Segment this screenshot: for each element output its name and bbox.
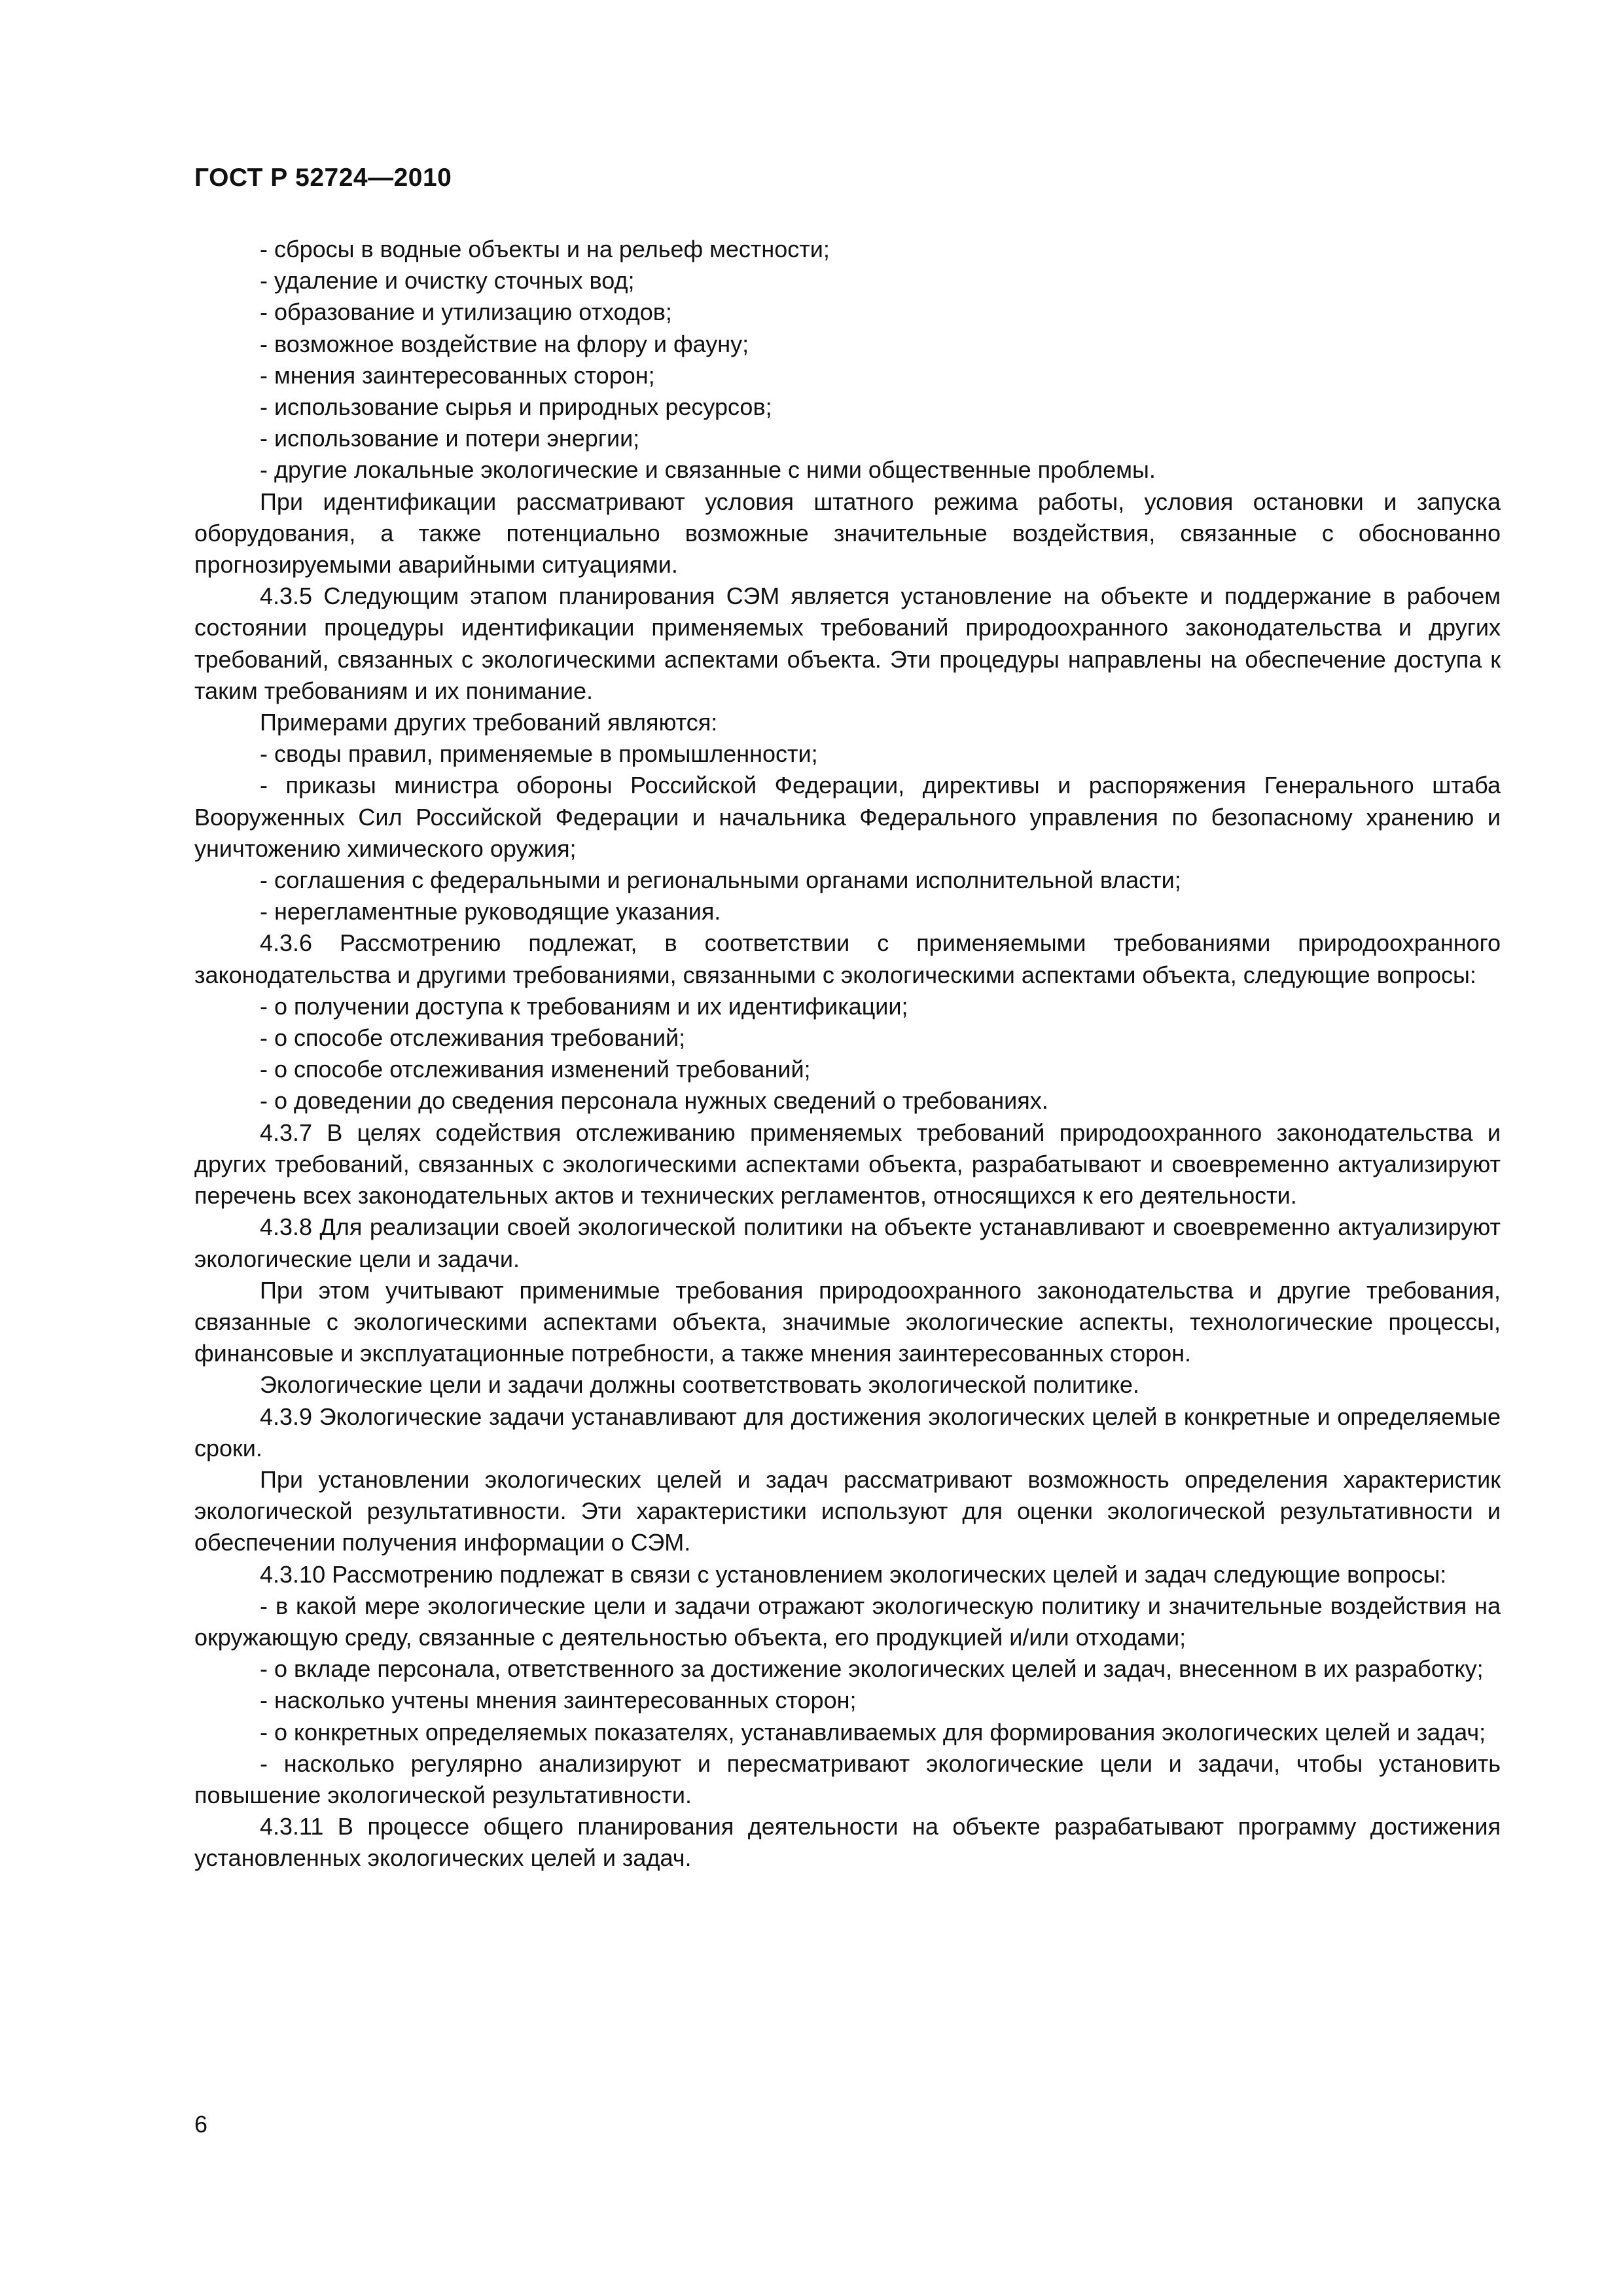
paragraph: - возможное воздействие на флору и фауну; xyxy=(260,330,749,357)
paragraph: - мнения заинтересованных сторон; xyxy=(260,361,655,389)
paragraph: - о вкладе персонала, ответственного за достижение экологических целей и задач, внесенном в их разработку; xyxy=(260,1655,1484,1683)
document-body xyxy=(194,234,1501,1874)
paragraph: - своды правил, применяемые в промышленности; xyxy=(260,740,818,768)
document-code-header: ГОСТ Р 52724—2010 xyxy=(194,164,452,192)
paragraph: - насколько регулярно анализируют и пересматривают экологические цели и задачи, чтобы установить повышение экологической результативности. xyxy=(194,1749,1501,1808)
paragraph: При этом учитывают применимые требования природоохранного законодательства и другие требования, связанные с экологическими аспектами объекта, значимые экологические аспекты, технологические процессы, финансовые и эксплуатационные потребности, а также мнения заинтересованных сторон. xyxy=(194,1276,1501,1367)
paragraph: - другие локальные экологические и связанные с ними общественные проблемы. xyxy=(260,456,1156,484)
paragraph: - о конкретных определяемых показателях, устанавливаемых для формирования экологических целей и задач; xyxy=(260,1718,1486,1746)
paragraph: 4.3.6 Рассмотрению подлежат, в соответствии с применяемыми требованиями природоохранного законодательства и другими требованиями, связанными с экологическими аспектами объекта, следующие вопросы: xyxy=(194,929,1501,988)
paragraph: - использование и потери энергии; xyxy=(260,425,640,452)
paragraph: - в какой мере экологические цели и задачи отражают экологическую политику и значительные воздействия на окружающую среду, связанные с деятельностью объекта, его продукцией и/или отходами; xyxy=(194,1592,1501,1651)
paragraph: - о способе отслеживания изменений требований; xyxy=(260,1056,811,1083)
paragraph: - о получении доступа к требованиям и их идентификации; xyxy=(260,992,908,1020)
paragraph: При идентификации рассматривают условия штатного режима работы, условия остановки и запуска оборудования, а также потенциально возможные значительные воздействия, связанные с обоснованно прогнозируемыми аварийными ситуациями. xyxy=(194,488,1501,579)
paragraph: - о доведении до сведения персонала нужных сведений о требованиях. xyxy=(260,1087,1048,1115)
paragraph: Экологические цели и задачи должны соответствовать экологической политике. xyxy=(260,1371,1139,1399)
paragraph: 4.3.11 В процессе общего планирования деятельности на объекте разрабатывают программу достижения установленных экологических целей и задач. xyxy=(194,1813,1501,1872)
page-number: 6 xyxy=(194,2111,208,2138)
paragraph: - нерегламентные руководящие указания. xyxy=(260,898,721,925)
paragraph: - о способе отслеживания требований; xyxy=(260,1024,686,1052)
paragraph: - соглашения с федеральными и региональными органами исполнительной власти; xyxy=(260,867,1181,894)
paragraph: - сбросы в водные объекты и на рельеф местности; xyxy=(260,236,830,262)
paragraph: - приказы министра обороны Российской Федерации, директивы и распоряжения Генерального штаба Вооруженных Сил Российской Федерации и начальника Федерального управления по безопасному хранению и уничтожению химического оружия; xyxy=(194,772,1501,862)
paragraph: - образование и утилизацию отходов; xyxy=(260,298,672,326)
paragraph: 4.3.7 В целях содействия отслеживанию применяемых требований природоохранного законодательства и других требований, связанных с экологическими аспектами объекта, разрабатывают и своевременно актуализируют перечень всех законодательных актов и технических регламентов, относящихся к его деятельности. xyxy=(194,1119,1501,1210)
paragraph: 4.3.5 Следующим этапом планирования СЭМ является установление на объекте и поддержание в рабочем состоянии процедуры идентификации применяемых требований природоохранного законодательства и других требований, связанных с экологическими аспектами объекта. Эти процедуры направлены на обеспечение доступа к таким требованиям и их понимание. xyxy=(194,583,1501,704)
paragraph: При установлении экологических целей и задач рассматривают возможность определения характеристик экологической результативности. Эти характеристики используют для оценки экологической результативности и обеспечении получения информации о СЭМ. xyxy=(194,1465,1501,1556)
paragraph: - удаление и очистку сточных вод; xyxy=(260,267,635,295)
paragraph: - использование сырья и природных ресурсов; xyxy=(260,393,772,421)
paragraph: 4.3.8 Для реализации своей экологической политики на объекте устанавливают и своевременно актуализируют экологические цели и задачи. xyxy=(194,1213,1501,1272)
paragraph: 4.3.10 Рассмотрению подлежат в связи с установлением экологических целей и задач следующие вопросы: xyxy=(260,1560,1447,1588)
paragraph: - насколько учтены мнения заинтересованных сторон; xyxy=(260,1687,857,1714)
paragraph: Примерами других требований являются: xyxy=(260,709,718,736)
paragraph: 4.3.9 Экологические задачи устанавливают для достижения экологических целей в конкретные и определяемые сроки. xyxy=(194,1403,1501,1462)
